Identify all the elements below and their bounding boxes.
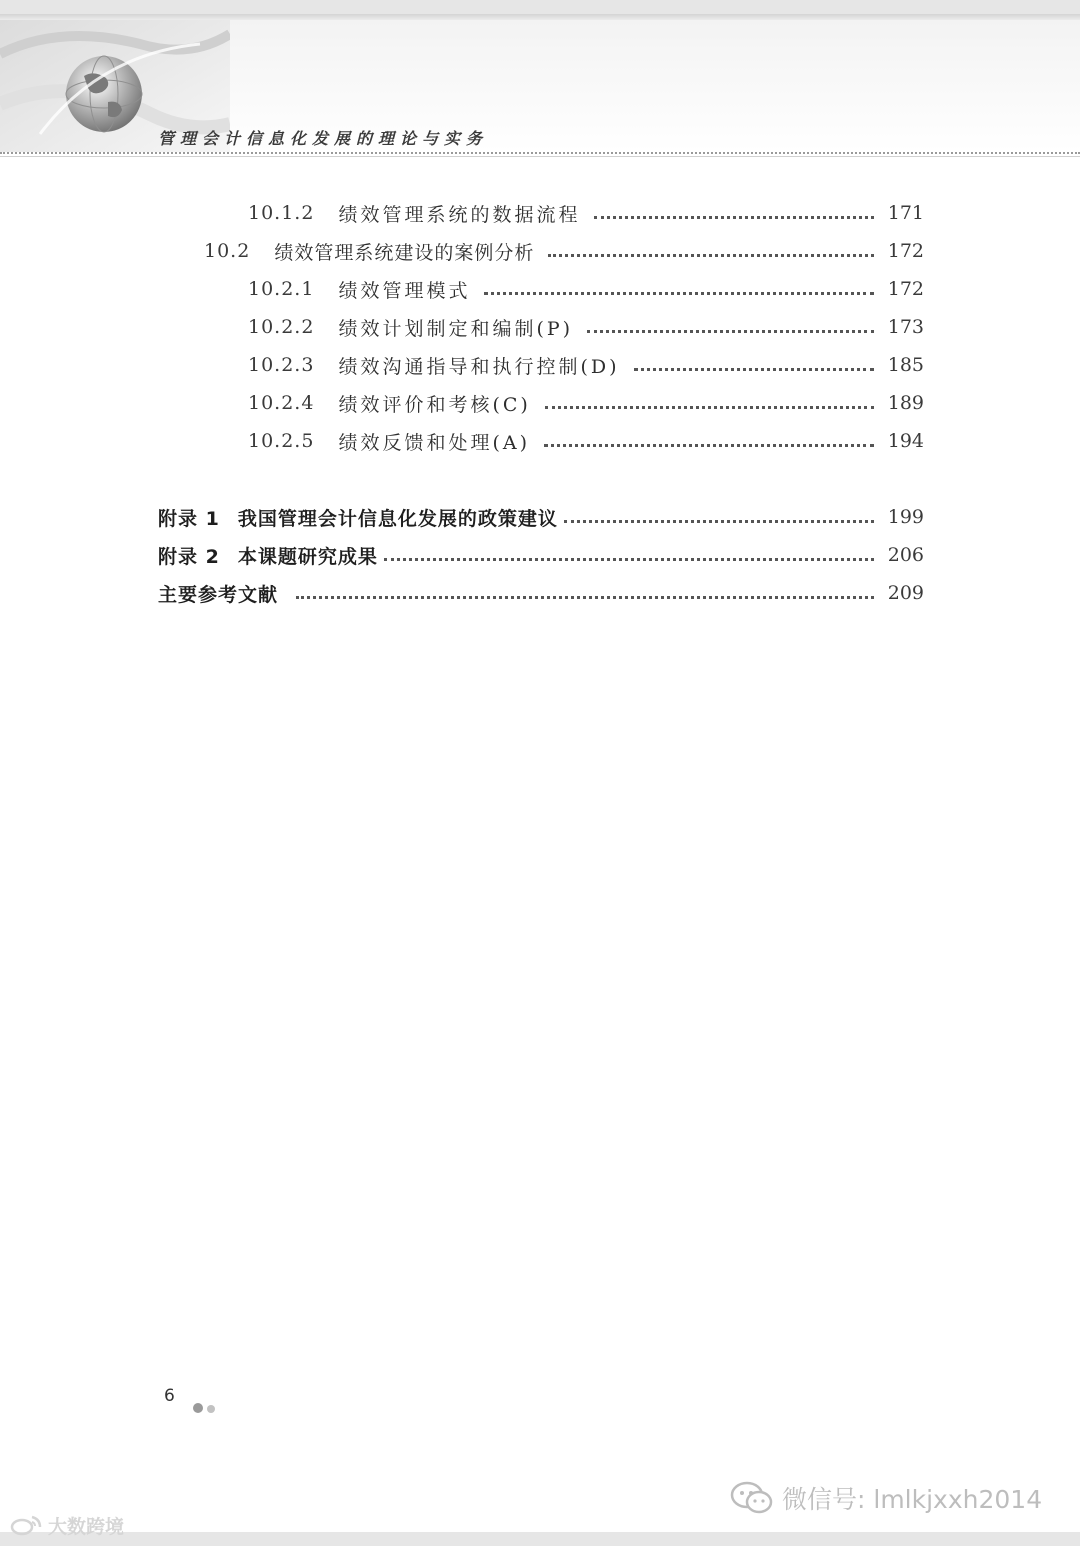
toc-page-number: 171 [887,202,924,224]
toc-section-number: 10.2.2 [248,316,315,338]
toc-appendix-entry[interactable] [158,540,924,570]
toc-section-number: 10.2.5 [248,430,315,452]
toc-dot-leader [484,292,873,295]
page-number: 6 [164,1386,175,1406]
toc-dot-leader [594,216,873,219]
toc-section-title: 绩效反馈和处理(A) [338,431,530,454]
weibo-icon [10,1513,44,1537]
toc-entry[interactable] [248,350,924,380]
weibo-name-text: 大数跨境 [48,1515,125,1538]
toc-appendix-entry[interactable] [158,502,924,532]
toc-section-title: 绩效沟通指导和执行控制(D) [338,355,620,378]
toc-section-number: 10.2.4 [248,392,315,414]
weibo-watermark [10,1510,124,1540]
toc-section-title: 绩效计划制定和编制(P) [338,317,574,340]
toc-dot-leader [634,368,874,371]
toc-dot-leader [544,444,874,447]
toc-section-number: 10.2 [204,240,251,262]
toc-section-title: 绩效管理系统建设的案例分析 [274,241,535,264]
wechat-id-text: 微信号: lmlkjxxh2014 [782,1485,1043,1514]
toc-dot-leader [587,330,874,333]
wechat-watermark [730,1478,1042,1518]
toc-entry[interactable] [204,236,924,266]
header-dotted-rule [0,152,1080,154]
toc-section-title: 绩效管理模式 [338,279,471,302]
toc-page-number: 206 [887,544,924,566]
toc-section-title: 绩效管理系统的数据流程 [338,203,581,226]
toc-page-number: 209 [887,582,924,604]
toc-entry[interactable] [248,198,924,228]
toc-entry[interactable] [248,426,924,456]
toc-page-number: 199 [887,506,924,528]
toc-page-number: 185 [887,354,924,376]
toc-section-number: 10.2.3 [248,354,315,376]
toc-dot-leader [296,596,874,599]
toc-page-number: 194 [887,430,924,452]
header-rule [0,156,1080,157]
toc-dot-leader [545,406,874,409]
toc-page-number: 172 [887,240,924,262]
toc-entry[interactable] [248,274,924,304]
toc-references-title: 主要参考文献 [158,583,279,606]
toc-appendix-title: 本课题研究成果 [237,545,378,568]
book-title: 管理会计信息化发展的理论与实务 [158,129,489,148]
toc-section-number: 10.1.2 [248,202,315,224]
toc-section-number: 10.2.1 [248,278,315,300]
toc-page-number: 172 [887,278,924,300]
page-footer [140,1368,230,1428]
toc-dot-leader [548,254,873,257]
toc-dot-leader [564,520,874,523]
toc-page-number: 189 [887,392,924,414]
toc-dot-leader [384,558,874,561]
toc-entry[interactable] [248,312,924,342]
toc-entry[interactable] [248,388,924,418]
wechat-icon [730,1481,774,1515]
toc-appendix-label: 附录 1 [158,507,220,530]
toc-appendix-title: 我国管理会计信息化发展的政策建议 [237,507,558,530]
toc-appendix-label: 附录 2 [158,545,220,568]
toc-page-number: 173 [887,316,924,338]
crescent-dots-icon [140,1368,230,1428]
toc-appendix-entry[interactable] [158,578,924,608]
toc-section-title: 绩效评价和考核(C) [338,393,531,416]
